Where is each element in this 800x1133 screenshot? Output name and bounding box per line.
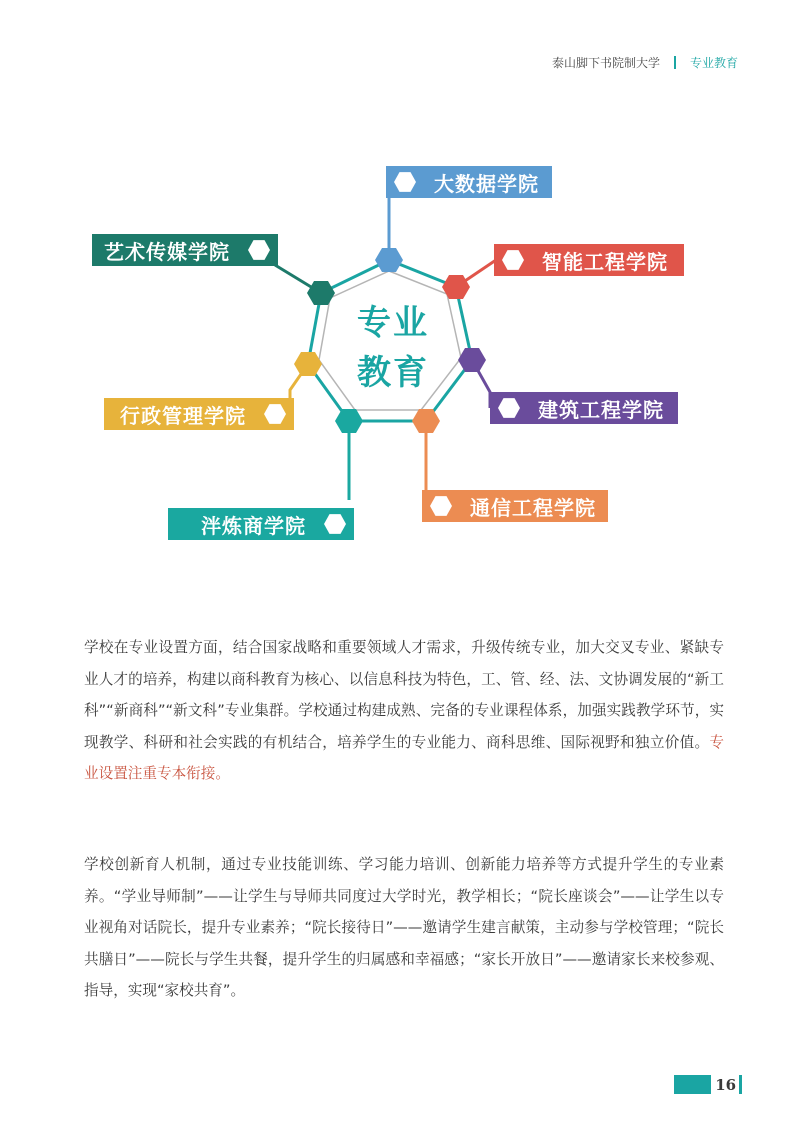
college-label-bigdata [386,166,552,198]
header-separator [674,56,676,69]
hexagon-icon [248,239,270,261]
page-number: 16 [715,1075,737,1094]
college-label-admin [104,398,294,430]
college-name-business: 泮炼商学院 [201,513,306,538]
node-hexagon-architecture [458,348,486,372]
page-number-marker [674,1075,742,1094]
college-diagram [0,140,800,560]
header-section-name: 专业教育 [689,56,738,70]
college-name-admin: 行政管理学院 [120,403,246,428]
hexagon-icon [430,495,452,517]
college-name-telecom: 通信工程学院 [470,495,596,520]
running-header [552,54,738,71]
diagram-center-title [340,298,446,398]
page-number-tick [739,1075,742,1094]
hexagon-icon [498,397,520,419]
college-name-bigdata: 大数据学院 [434,171,539,196]
header-school-name: 泰山脚下书院制大学 [551,56,660,70]
center-title-line1: 专业 [357,303,429,343]
college-name-architecture: 建筑工程学院 [538,397,664,422]
college-name-intelligent: 智能工程学院 [542,249,668,274]
node-hexagon-bigdata [375,248,403,272]
page-number-bar [674,1075,711,1094]
center-title-line2: 教育 [357,353,429,393]
college-name-arts: 艺术传媒学院 [104,239,230,264]
college-label-arts [92,234,278,266]
hexagon-icon [394,171,416,193]
paragraph-program-setup [84,632,724,790]
college-label-architecture [490,392,678,424]
college-label-telecom [422,490,608,522]
college-label-business [168,508,354,540]
node-hexagon-business [335,409,363,433]
node-hexagon-arts [307,281,335,305]
hexagon-icon [324,513,346,535]
hexagon-icon [264,403,286,425]
node-hexagon-telecom [412,409,440,433]
node-hexagon-admin [294,352,322,376]
paragraph-education-mechanism: 学校创新育人机制，通过专业技能训练、学习能力培训、创新能力培养等方式提升学生的专业素养。“学业导师制”——让学生与导师共同度过大学时光，教学相长；“院长座谈会”——让学生以专业视角对话院长，提升专业素养；“院长接待日”——邀请学生建言献策，主动参与学校管理；“院长共膳日”——院长与学生共餐，提升学生的归属感和幸福感；“家长开放日”——邀请家长来校参观、指导，实现“家校共育”。 [84,856,724,999]
hexagon-icon [502,249,524,271]
paragraph-program-setup-text: 学校在专业设置方面，结合国家战略和重要领域人才需求，升级传统专业，加大交叉专业、紧缺专业人才的培养，构建以商科教育为核心、以信息科技为特色，工、管、经、法、文协调发展的“新工科”“新商科”“新文科”专业集群。学校通过构建成熟、完备的专业课程体系，加强实践教学环节，实现教学、科研和社会实践的有机结合，培养学生的专业能力、商科思维、国际视野和独立价值。 [84,639,724,751]
college-label-intelligent [494,244,684,276]
paragraph-program-setup-highlight: 专业设置注重专本衔接。 [84,733,724,782]
